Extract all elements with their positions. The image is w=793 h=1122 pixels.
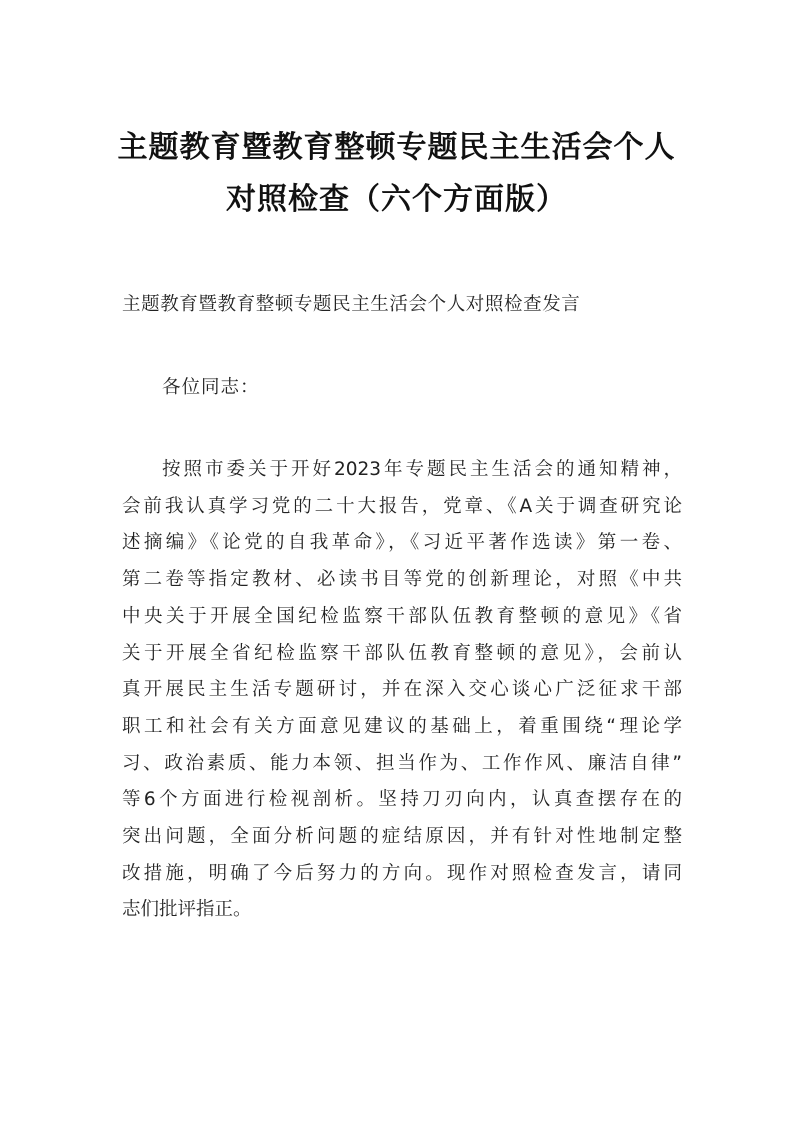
body-line: 按照市委关于开好2023年专题民主生活会的通知精神， <box>162 459 682 480</box>
body-line: 志们批评指正。 <box>122 899 252 921</box>
body-line: 会前我认真学习党的二十大报告，党章、《A关于调查研究论 <box>122 495 682 517</box>
body-line: 中央关于开展全国纪检监察干部队伍教育整顿的意见》《省 <box>122 605 682 627</box>
body-line: 习、政治素质、能力本领、担当作为、工作作风、廉洁自律” <box>122 752 682 774</box>
body-paragraph <box>122 452 682 929</box>
body-line: 改措施，明确了今后努力的方向。现作对照检查发言，请同 <box>122 862 682 884</box>
body-line: 第二卷等指定教材、必读书目等党的创新理论，对照《中共 <box>122 569 682 591</box>
body-line: 等6个方面进行检视剖析。坚持刀刃向内，认真查摆存在的 <box>122 789 682 811</box>
body-line: 真开展民主生活专题研讨，并在深入交心谈心广泛征求干部 <box>122 679 682 701</box>
document-title <box>100 122 693 226</box>
salutation: 各位同志： <box>162 377 260 398</box>
body-line: 突出问题，全面分析问题的症结原因，并有针对性地制定整 <box>122 826 682 848</box>
title-line-2: 对照检查（六个方面版） <box>226 182 567 217</box>
document-subtitle: 主题教育暨教育整顿专题民主生活会个人对照检查发言 <box>122 294 581 315</box>
body-line: 述摘编》《论党的自我革命》，《习近平著作选读》第一卷、 <box>122 532 682 554</box>
body-line: 职工和社会有关方面意见建议的基础上，着重围绕“理论学 <box>122 715 682 737</box>
body-line: 关于开展全省纪检监察干部队伍教育整顿的意见》，会前认 <box>122 642 682 664</box>
title-line-1: 主题教育暨教育整顿专题民主生活会个人 <box>117 130 676 165</box>
